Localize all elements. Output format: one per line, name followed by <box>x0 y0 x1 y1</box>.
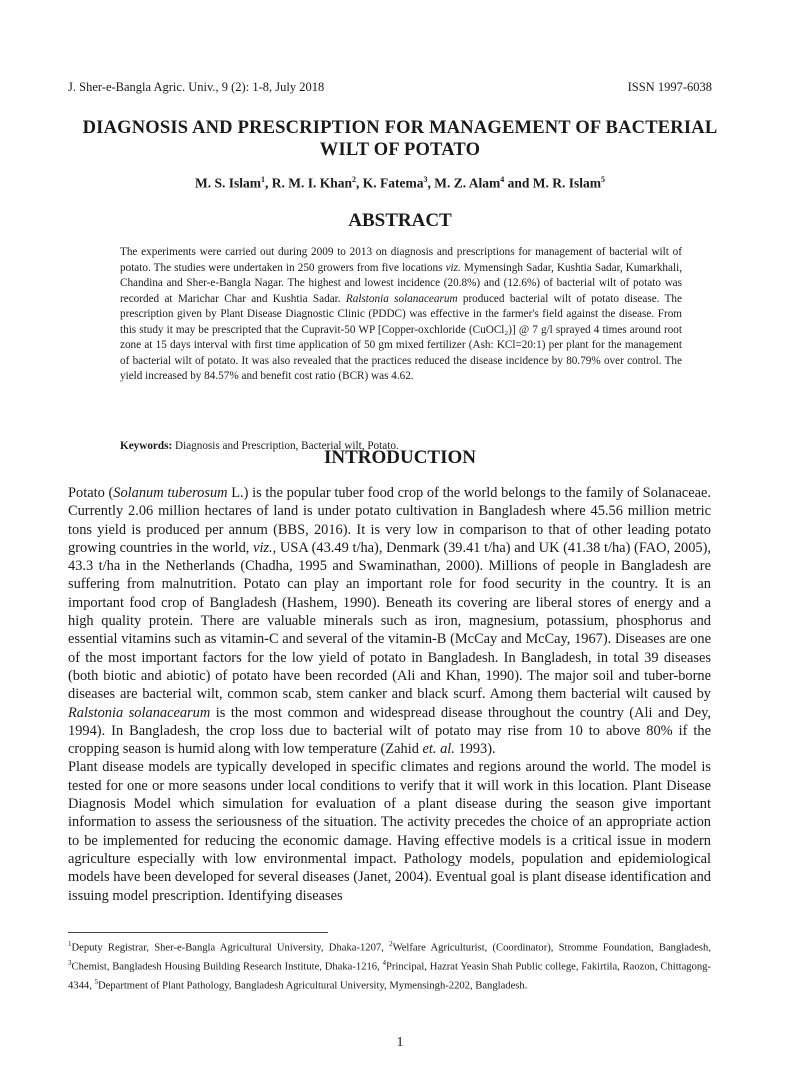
intro-text: , USA (43.49 t/ha), Denmark (39.41 t/ha) and UK (41.38 t/ha) (FAO, 2005), 43.3 t/ha in the Netherlands (Chadha, 1995 and Swaminathan, 2000). Millions of people in Bangladesh are suffering from malnutrition. Potato can play an important role for food security in the country. It is an important food crop of Bangladesh (Hashem, 1990). Beneath its covering are liberal stores of energy and a high quality protein. There are valuable minerals such as iron, magnesium, potassium, phosphorus and essential vitamins such as vitamin-C and several of the vitamin-B (McCay and McCay, 1967). Diseases are one of the most important factors for the low yield of potato in Bangladesh. In Bangladesh, in total 39 diseases (both biotic and abiotic) of potato have been recorded (Ali and Khan, 1990). The major soil and tuber-borne diseases are bacterial wilt, common scab, stem canker and black scurf. Among them bacterial wilt caused by <box>68 539 712 703</box>
introduction-body <box>68 484 711 905</box>
fn-mark: 5 <box>94 978 98 987</box>
intro-text: 1993). <box>454 741 496 758</box>
abstract-species: Ralstonia solanacearum <box>345 292 458 305</box>
abstract-text-2: Mymensingh Sadar, Kushtia Sadar, Kumarkhali, Chandina and Sher-e-Bangla Nagar. The highest and lowest incidence (20.8%) and (12.6%) of bacterial wilt of potato was recorded at Marichar Char and Kushtia Sadar. <box>120 261 682 305</box>
issn: ISSN 1997-6038 <box>627 80 712 94</box>
title-line-1: DIAGNOSIS AND PRESCRIPTION FOR MANAGEMENT OF BACTERIAL <box>82 118 718 138</box>
abstract-text-3: produced bacterial wilt of potato disease. The prescription given by Plant Disease Diagnostic Clinic (PDDC) was effective in the farmer's field against the disease. From this study it may be prescripted that the Cupravit-50 WP [Copper-oxchloride (CuOCl₂)] @ 7 g/l sprayed 4 times around root zone at 15 days interval with first time application of 50 gm mixed fertilizer (Ash: KCl=20:1) per plant for the management of bacterial wilt of potato. It was also revealed that the practices reduced the disease incidence by 80.79% over control. The yield increased by 84.57% and benefit cost ratio (BCR) was 4.62. <box>120 292 682 382</box>
introduction-heading: INTRODUCTION <box>323 447 477 468</box>
fn-text: Department of Plant Pathology, Bangladesh Agricultural University, Mymensingh-2202, Bangladesh. <box>97 980 528 992</box>
author-list <box>60 175 740 192</box>
author-3: K. Fatema <box>362 175 424 191</box>
author-5: M. R. Islam <box>532 175 602 191</box>
author-4-affil: 4 <box>500 175 505 184</box>
paper-title <box>60 117 740 161</box>
author-2-affil: 2 <box>352 175 356 184</box>
abstract-viz: viz. <box>445 261 461 274</box>
intro-species: Solanum tuberosum <box>113 485 228 501</box>
author-1: M. S. Islam <box>194 175 261 191</box>
author-sep: , <box>356 175 363 191</box>
title-line-2: WILT OF POTATO <box>319 140 481 160</box>
affiliations-footnote <box>68 937 711 994</box>
intro-text: is the most common and widespread disease throughout the country (Ali and Dey, 1994). In Bangladesh, the crop loss due to bacterial wilt of potato may rise from 10 to above 80% if the cropping season is humid along with low temperature (Zahid <box>68 704 711 758</box>
running-header <box>68 80 712 95</box>
intro-paragraph-1 <box>68 484 711 758</box>
author-1-affil: 1 <box>260 175 265 184</box>
intro-paragraph-2: Plant disease models are typically developed in specific climates and regions around the world. The model is tested for one or more seasons under local conditions to verify that it will work in this location. Plant Disease Diagnosis Model which simulation for evaluation of a plant disease during the season give important information to assess the seriousness of the situation. The activity precedes the choice of an appropriate action to be implemented for reducing the economic damage. Having effective models is a critical issue in modern agriculture especially with low environmental impact. Pathology models, population and epidemiological models have been developed for several diseases (Janet, 2004). Eventual goal is plant disease identification and issuing model prescription. Identifying diseases <box>68 759 711 904</box>
author-sep: and <box>504 175 533 191</box>
fn-text: Principal, Hazrat Yeasin Shah Public college, Fakirtila, Raozon, Chittagong-4344, <box>68 961 711 992</box>
fn-mark: 1 <box>68 940 72 948</box>
intro-species: Ralstonia solanacearum <box>68 704 211 721</box>
intro-viz: viz. <box>253 539 273 556</box>
fn-text: Deputy Registrar, Sher-e-Bangla Agricultural University, Dhaka-1207, <box>71 942 390 954</box>
abstract-paragraph <box>120 245 682 385</box>
intro-text: Potato ( <box>68 485 114 501</box>
author-5-affil: 5 <box>601 175 606 184</box>
journal-citation: J. Sher-e-Bangla Agric. Univ., 9 (2): 1-8, July 2018 <box>68 80 325 94</box>
keywords-text: Diagnosis and Prescription, Bacterial wilt, Potato. <box>172 440 399 452</box>
author-2: R. M. I. Khan <box>271 175 352 191</box>
footnote-rule <box>68 932 328 933</box>
fn-text: Chemist, Bangladesh Housing Building Research Institute, Dhaka-1216, <box>71 961 383 973</box>
abstract-text-1: The experiments were carried out during 2009 to 2013 on diagnosis and prescriptions for management of bacterial wilt of potato. The studies were undertaken in 250 growers from five locations <box>120 246 682 274</box>
abstract-heading: ABSTRACT <box>348 210 452 231</box>
fn-text: Welfare Agriculturist, (Coordinator), Stromme Foundation, Bangladesh, <box>392 942 711 954</box>
fn-mark: 4 <box>382 959 387 968</box>
fn-mark: 2 <box>389 940 393 948</box>
intro-text: L.) is the popular tuber food crop of the world belongs to the family of Solanaceae. Currently 2.06 million hectares of land is under potato cultivation in Bangladesh where 45.56 million metric tons yield is produced per annum (BBS, 2016). It is very low in comparison to that of other leading potato growing countries in the world, <box>68 485 711 556</box>
author-sep: , <box>427 175 435 191</box>
author-sep: , <box>264 175 272 191</box>
intro-etal: et. al. <box>422 741 455 758</box>
abstract-body <box>120 245 682 385</box>
page-number: 1 <box>396 1035 404 1050</box>
author-3-affil: 3 <box>423 175 428 184</box>
keywords-label: Keywords: <box>120 440 173 452</box>
fn-mark: 3 <box>68 959 72 968</box>
author-4: M. Z. Alam <box>434 175 501 191</box>
